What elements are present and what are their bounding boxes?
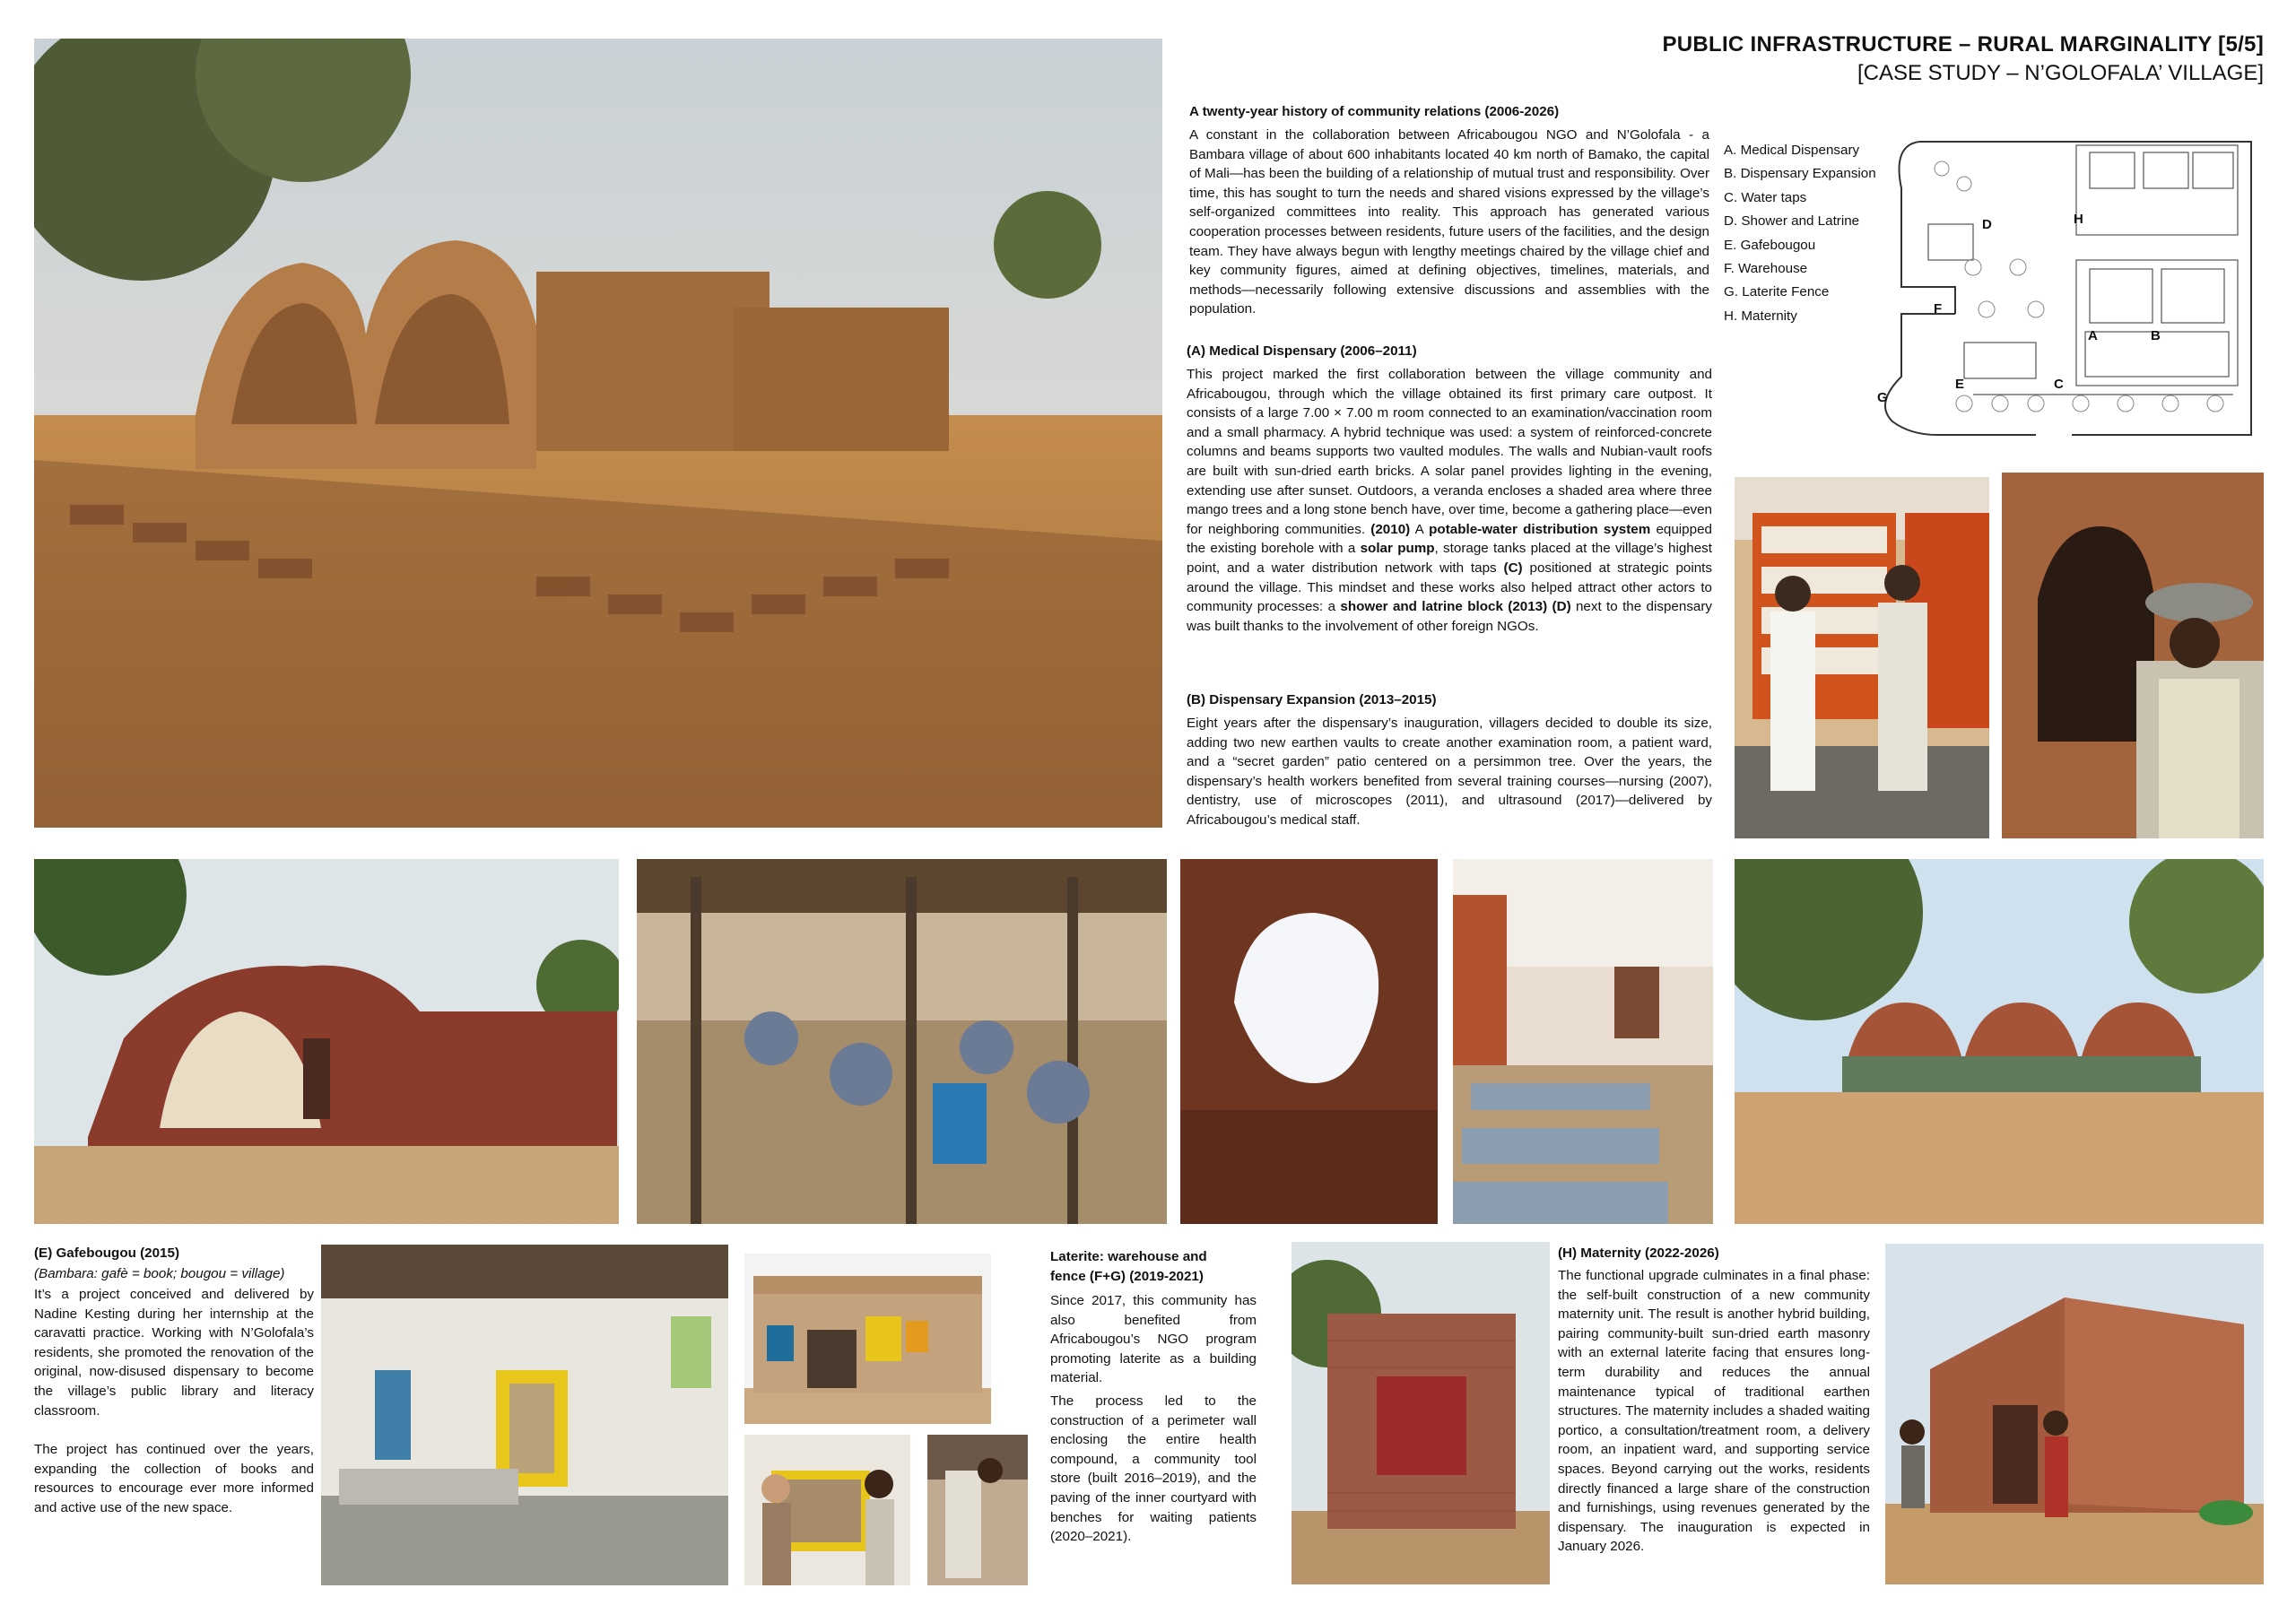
photo-library-painting xyxy=(927,1435,1028,1585)
section-h-heading: (H) Maternity (2022-2026) xyxy=(1558,1245,1719,1261)
legend-item: A. Medical Dispensary xyxy=(1724,143,1860,158)
section-a-text-3: equipped the existing borehole with a xyxy=(1187,521,1712,557)
section-e-subtitle xyxy=(34,1264,314,1284)
site-plan-drawing xyxy=(1866,135,2264,457)
section-b-heading: (B) Dispensary Expansion (2013–2015) xyxy=(1187,692,1437,707)
section-e-body xyxy=(34,1285,314,1518)
section-b-body xyxy=(1187,714,1712,830)
plan-label-b: B xyxy=(2151,328,2161,343)
section-e-heading: (E) Gafebougou (2015) xyxy=(34,1245,180,1261)
section-a-bold-pump: solar pump xyxy=(1360,541,1435,557)
photo-gafebougou-exterior xyxy=(34,859,619,1224)
photo-patient-ward xyxy=(1453,859,1713,1224)
section-a-bold-shower: shower and latrine block (2013) (D) xyxy=(1340,599,1571,615)
legend-item: B. Dispensary Expansion xyxy=(1724,166,1876,182)
section-a-text-4: , storage tanks placed at the village’s highest point, and a water distribution network with taps xyxy=(1187,541,1712,576)
section-e-paragraph-1: It’s a project conceived and delivered by Nadine Kesting during her internship at the caravatti practice. Working with N’Golofala’s residents, she promoted the renovation of the original, now-disused dispensary to become the village’s public library and literacy classroom. xyxy=(34,1287,314,1419)
page-title: PUBLIC INFRASTRUCTURE – RURAL MARGINALITY [5/5] xyxy=(1662,32,2264,56)
section-a-paragraph xyxy=(1187,365,1712,636)
section-fg-paragraph-1: Since 2017, this community has also benefited from Africabougou’s NGO program promoting laterite as a building material. xyxy=(1050,1293,1257,1386)
plan-label-g: G xyxy=(1877,390,1888,405)
plan-label-e: E xyxy=(1955,377,1965,392)
page-subtitle: [CASE STUDY – N’GOLOFALA’ VILLAGE] xyxy=(1857,61,2264,85)
section-a-heading: (A) Medical Dispensary (2006–2011) xyxy=(1187,343,1417,359)
section-a-bold-water: potable-water distribution system xyxy=(1429,521,1651,537)
section-fg-heading: Laterite: warehouse and fence (F+G) (2019-2021) xyxy=(1050,1249,1207,1284)
photo-vault-oculus xyxy=(1180,859,1438,1224)
section-a-bold-c: (C) xyxy=(1503,560,1523,576)
plan-label-c: C xyxy=(2054,377,2064,392)
section-b-paragraph: Eight years after the dispensary’s inauguration, villagers decided to double its size, adding two new earthen vaults to create another examination room, a patient ward, and a “secret garden” patio centered on a persimmon tree. Over the years, the dispensary’s health workers benefited from several training courses—nursing (2007), dentistry, use of microscopes (2011), and ultrasound (2017)—delivered by Africabougou’s medical staff. xyxy=(1187,716,1712,828)
section-a-text: This project marked the first collaboration between the village community and Africabougou, through which the village obtained its first primary care outpost. It consists of a large 7.00 × 7.00 m room connected to an examination/vaccination room and a small pharmacy. A hybrid technique was used: a system of reinforced-concrete columns and beams supports two vaulted modules. The walls and Nubian-vault roofs are built with sun-dried earth bricks. A solar panel provides lighting in the evening, extending use after sunset. Outdoors, a veranda encloses a shaded area where three mango trees and a long stone bench have, over time, become a gathering place—even for neighboring communities. xyxy=(1187,367,1712,537)
legend-item: E. Gafebougou xyxy=(1724,237,1816,253)
section-a-bold-2010: (2010) xyxy=(1370,521,1411,537)
legend-item: F. Warehouse xyxy=(1724,261,1808,277)
photo-library-people xyxy=(744,1435,910,1585)
legend-item: G. Laterite Fence xyxy=(1724,284,1830,300)
section-fg-body xyxy=(1050,1291,1257,1547)
section-a-text-6: next to the dispensary was built thanks to the involvement of other foreign NGOs. xyxy=(1187,599,1713,634)
intro-heading: A twenty-year history of community relations (2006-2026) xyxy=(1189,104,1560,119)
section-h-body xyxy=(1558,1266,1870,1557)
plan-label-a: A xyxy=(2088,328,2098,343)
photo-library-interior xyxy=(321,1245,728,1585)
section-e-paragraph-2: The project has continued over the years, expanding the collection of books and resources to encourage ever more informed and active use of the new space. xyxy=(34,1442,314,1515)
intro-paragraph: A constant in the collaboration between Africabougou NGO and N’Golofala - a Bambara village of about 600 inhabitants located 40 km north of Bamako, the capital of Mali—has been the building of a relationship of mutual trust and responsibility. Over time, this has sought to turn the needs and shared visions expressed by the village’s self-organized committees into reality. This approach has generated various cooperation processes between residents, future users of the facilities, and the design team. They have always begun with lengthy meetings chaired by the village chief and key community figures, aimed at defining objectives, timelines, materials, and methods—necessarily following extensive discussions and assemblies with the population. xyxy=(1189,127,1709,317)
section-a-text-2: A xyxy=(1410,521,1430,537)
photo-dispensary-veranda xyxy=(1735,859,2264,1224)
plan-label-d: D xyxy=(1982,217,1992,232)
legend-item: D. Shower and Latrine xyxy=(1724,213,1860,230)
photo-maternity-construction xyxy=(1885,1244,2264,1584)
photo-woman-basin xyxy=(2002,473,2264,838)
photo-gafebougou-facade xyxy=(744,1254,991,1424)
section-fg-paragraph-2: The process led to the construction of a perimeter wall enclosing the entire health compound, a community tool store (built 2016–2019), and the paving of the inner courtyard with benches for waiting patients (2020–2021). xyxy=(1050,1393,1257,1545)
legend-item: C. Water taps xyxy=(1724,189,1807,205)
photo-community-meeting xyxy=(637,859,1167,1224)
photo-maternity-laterite-wall xyxy=(1292,1242,1550,1584)
section-e-subtitle-text: (Bambara: gafè = book; bougou = village) xyxy=(34,1266,285,1281)
plan-label-f: F xyxy=(1934,301,1943,317)
section-a-text-5: positioned at strategic points around the village. This mindset and these works also helped attract other actors to community processes: a xyxy=(1187,560,1712,615)
hero-photo-brick-vaults xyxy=(34,39,1162,828)
plan-label-h: H xyxy=(2074,212,2083,227)
legend-item: H. Maternity xyxy=(1724,308,1797,324)
section-h-paragraph: The functional upgrade culminates in a final phase: the self-built construction of a new community maternity unit. The result is another hybrid building, pairing community-built sun-dried earth masonry with an external laterite facing that ensures long-term durability and reduces the annual maintenance typical of traditional earthen structures. The maternity includes a shaded waiting portico, a consultation/treatment room, a delivery room, an inpatient ward, and supporting service spaces. Beyond carrying out the works, residents directly financed a large share of the construction and furnishings, using revenues generated by the dispensary. The inauguration is expected in January 2026. xyxy=(1558,1268,1870,1555)
intro-body xyxy=(1189,126,1709,319)
site-plan xyxy=(1866,135,2264,457)
section-a-body xyxy=(1187,365,1712,636)
photo-pharmacy-staff xyxy=(1735,477,1989,838)
